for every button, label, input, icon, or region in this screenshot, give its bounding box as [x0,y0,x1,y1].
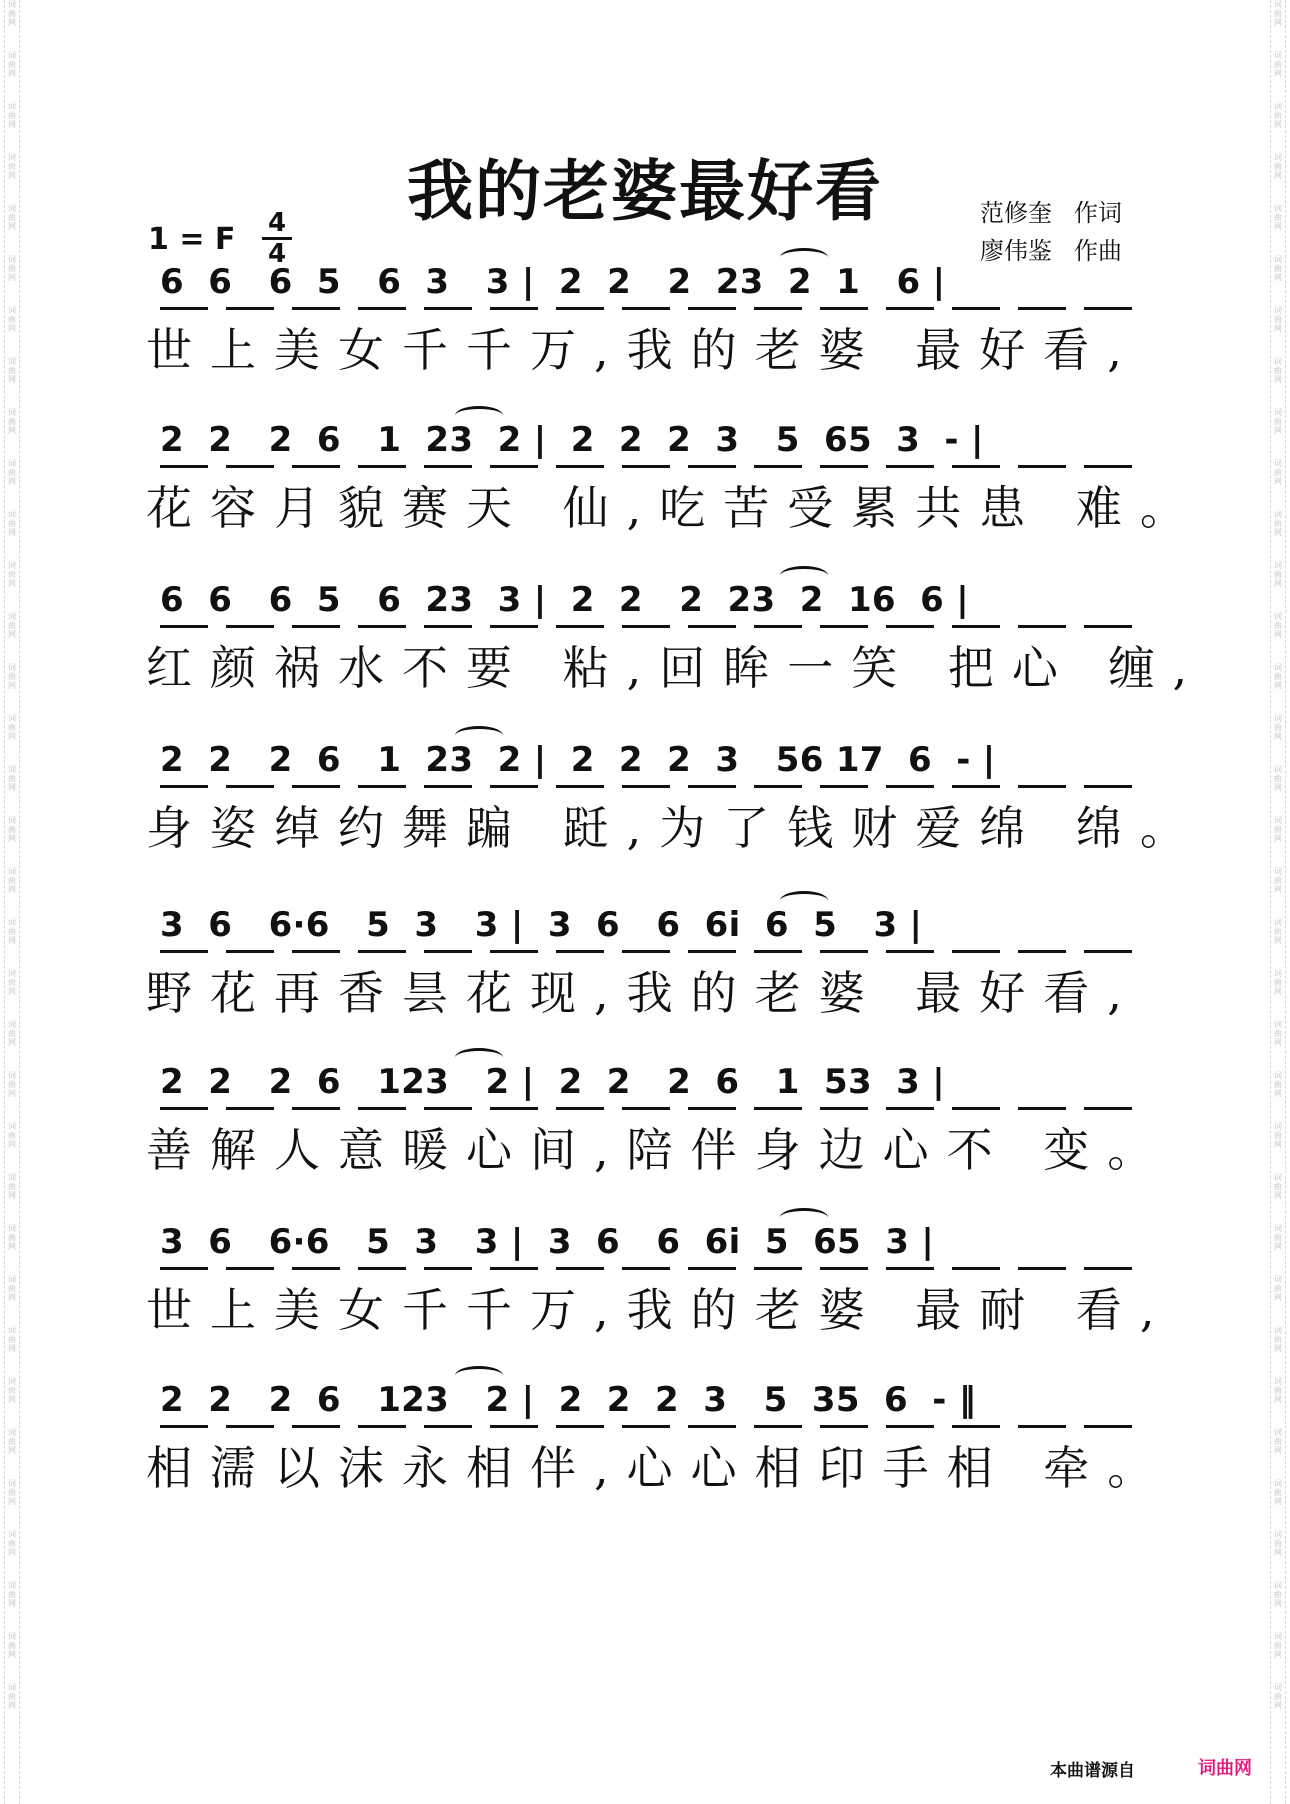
watermark-text: 词曲网 [8,306,16,333]
watermark-text: 词曲网 [1274,1683,1282,1710]
watermark-text: 词曲网 [8,816,16,843]
watermark-text: 词曲网 [8,663,16,690]
watermark-text: 词曲网 [8,1683,16,1710]
lyricist-role: 作词 [1074,199,1122,227]
watermark-text: 词曲网 [1274,1530,1282,1557]
watermark-text: 词曲网 [8,408,16,435]
watermark-text: 词曲网 [1274,51,1282,78]
underline-beams [160,1107,1150,1110]
watermark-text: 词曲网 [8,918,16,945]
watermark-text: 词曲网 [1274,714,1282,741]
watermark-text: 词曲网 [1274,459,1282,486]
watermark-text: 词曲网 [8,1632,16,1659]
watermark-text: 词曲网 [1274,816,1282,843]
composer-name: 廖伟鉴 [980,237,1052,265]
watermark-text: 词曲网 [1274,1581,1282,1608]
watermark-text: 词曲网 [8,510,16,537]
watermark-text: 词曲网 [8,153,16,180]
watermark-text: 词曲网 [1274,408,1282,435]
notation-line: 6 6 6 5 6 3 3 | 2 2 2 23 2 1 6 | [160,262,946,302]
watermark-text: 词曲网 [8,102,16,129]
score-line [0,1360,1290,1510]
score-line [0,242,1290,392]
watermark-text: 词曲网 [8,1479,16,1506]
watermark-text: 词曲网 [1274,510,1282,537]
watermark-text: 词曲网 [8,1428,16,1455]
watermark-text: 词曲网 [8,459,16,486]
watermark-text: 词曲网 [1274,1377,1282,1404]
notation-line: 6 6 6 5 6 23 3 | 2 2 2 23 2 16 6 | [160,580,969,620]
watermark-text: 词曲网 [1274,1428,1282,1455]
lyricist-credit [980,193,1160,228]
lyrics-line: 野花再香昙花现,我的老婆 最好看, [146,966,1140,1020]
watermark-text: 词曲网 [8,867,16,894]
score-line [0,560,1290,710]
watermark-text: 词曲网 [8,969,16,996]
lyrics-line: 身姿绰约舞蹁 跹,为了钱财爱绵 绵。 [146,801,1204,855]
watermark-text: 词曲网 [1274,0,1282,27]
watermark-text: 词曲网 [8,561,16,588]
watermark-text: 词曲网 [1274,1632,1282,1659]
notation-line: 3 6 6·6 5 3 3 | 3 6 6 6i 5 65 3 | [160,1222,935,1262]
watermark-text: 词曲网 [1274,1071,1282,1098]
watermark-text: 词曲网 [8,1326,16,1353]
watermark-text: 词曲网 [1274,1326,1282,1353]
lyrics-line: 世上美女千千万,我的老婆 最好看, [146,323,1140,377]
watermark-text: 词曲网 [1274,255,1282,282]
key-signature: 1 = F [148,222,236,257]
watermark-text: 词曲网 [8,255,16,282]
underline-beams [160,950,1150,953]
notation-line: 3 6 6·6 5 3 3 | 3 6 6 6i 6 5 3 | [160,905,923,945]
notation-line: 2 2 2 6 123 2 | 2 2 2 3 5 35 6 - ‖ [160,1380,977,1420]
watermark-text: 词曲网 [8,0,16,27]
watermark-text: 词曲网 [1274,969,1282,996]
underline-beams [160,785,1150,788]
watermark-text: 词曲网 [1274,663,1282,690]
watermark-text: 词曲网 [1274,1224,1282,1251]
watermark-text: 词曲网 [1274,1122,1282,1149]
footer-source: 本曲谱源自 [1050,1761,1135,1781]
watermark-text: 词曲网 [8,1020,16,1047]
watermark-text: 词曲网 [8,1173,16,1200]
watermark-text: 词曲网 [1274,765,1282,792]
watermark-text: 词曲网 [1274,1275,1282,1302]
notation-line: 2 2 2 6 1 23 2 | 2 2 2 3 5 65 3 - | [160,420,984,460]
watermark-text: 词曲网 [8,612,16,639]
lyricist-name: 范修奎 [980,199,1052,227]
lyrics-line: 红颜祸水不要 粘,回眸一笑 把心 缠, [146,641,1206,695]
watermark-text: 词曲网 [1274,1173,1282,1200]
watermark-text: 词曲网 [1274,1020,1282,1047]
watermark-text: 词曲网 [1274,102,1282,129]
underline-beams [160,625,1150,628]
underline-beams [160,1267,1150,1270]
watermark-text: 词曲网 [8,51,16,78]
watermark-text: 词曲网 [1274,918,1282,945]
score-line [0,1042,1290,1192]
notation-line: 2 2 2 6 1 23 2 | 2 2 2 3 56 17 6 - | [160,740,996,780]
score-line [0,400,1290,550]
watermark-text: 词曲网 [8,765,16,792]
lyrics-line: 世上美女千千万,我的老婆 最耐 看, [146,1283,1173,1337]
underline-beams [160,1425,1150,1428]
watermark-text: 词曲网 [1274,357,1282,384]
lyrics-line: 善解人意暖心间,陪伴身边心不 变。 [146,1123,1172,1177]
composer-role: 作曲 [1074,237,1122,265]
watermark-text: 词曲网 [8,1275,16,1302]
footer-brand: 词曲网 [1198,1758,1252,1779]
watermark-text: 词曲网 [1274,306,1282,333]
lyrics-line: 相濡以沫永相伴,心心相印手相 牵。 [146,1441,1172,1495]
watermark-text: 词曲网 [1274,612,1282,639]
watermark-text: 词曲网 [8,1581,16,1608]
underline-beams [160,307,1150,310]
watermark-text: 词曲网 [8,1071,16,1098]
watermark-text: 词曲网 [1274,153,1282,180]
watermark-text: 词曲网 [8,1224,16,1251]
time-signature-bottom: 4 [267,239,287,269]
watermark-text: 词曲网 [8,1530,16,1557]
notation-line: 2 2 2 6 123 2 | 2 2 2 6 1 53 3 | [160,1062,945,1102]
watermark-text: 词曲网 [8,1122,16,1149]
watermark-text: 词曲网 [1274,204,1282,231]
watermark-text: 词曲网 [8,1377,16,1404]
score-line [0,885,1290,1035]
watermark-text: 词曲网 [1274,561,1282,588]
time-signature-top: 4 [267,208,287,238]
score-line [0,720,1290,870]
lyrics-line: 花容月貌赛天 仙,吃苦受累共患 难。 [146,481,1204,535]
watermark-text: 词曲网 [1274,867,1282,894]
score-line [0,1202,1290,1352]
watermark-text: 词曲网 [8,714,16,741]
song-title: 我的老婆最好看 [407,152,883,230]
watermark-text: 词曲网 [8,204,16,231]
underline-beams [160,465,1150,468]
watermark-text: 词曲网 [1274,1479,1282,1506]
watermark-text: 词曲网 [8,357,16,384]
